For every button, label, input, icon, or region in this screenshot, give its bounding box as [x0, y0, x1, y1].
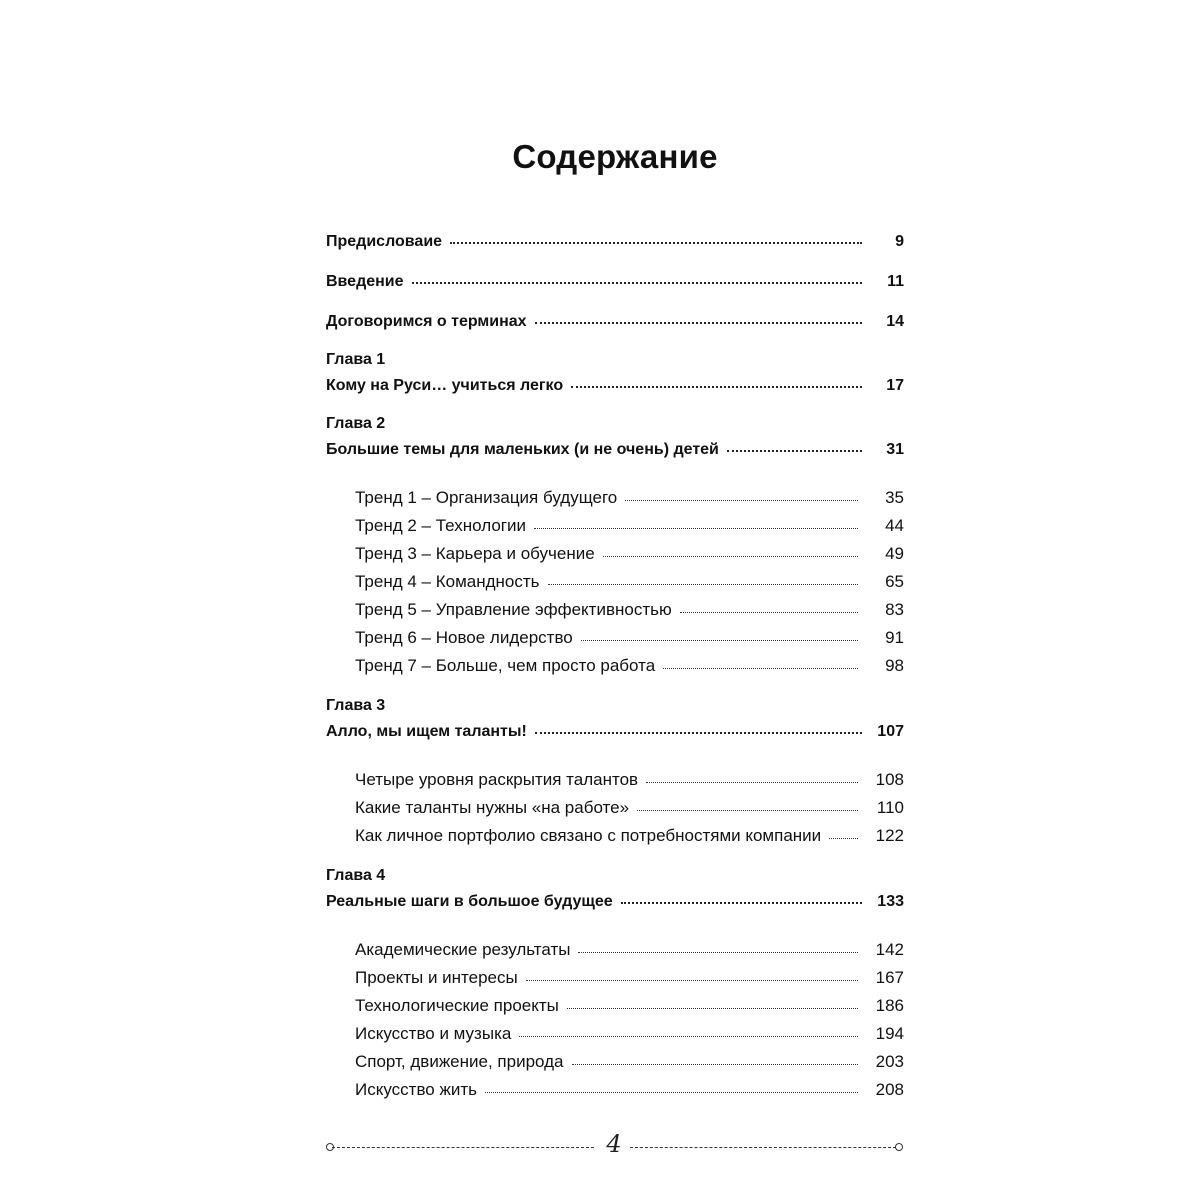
dot-leader: [548, 582, 858, 585]
dot-leader: [485, 1090, 858, 1093]
dot-leader: [637, 808, 858, 811]
section-label: Тренд 1 – Организация будущего: [355, 488, 618, 507]
section-label: Тренд 4 – Командность: [355, 572, 540, 591]
section-label: Тренд 5 – Управление эффективностью: [355, 600, 672, 619]
section-label: Как личное портфолио связано с потребностями компании: [355, 826, 822, 845]
section-page: 49: [885, 544, 904, 563]
section-entry: [326, 766, 904, 794]
dot-leader: [646, 780, 858, 783]
chapter-title: Большие темы для маленьких (и не очень) детей: [326, 441, 719, 458]
section-label: Четыре уровня раскрытия талантов: [355, 770, 639, 789]
section-label: Тренд 7 – Больше, чем просто работа: [355, 656, 656, 675]
chapter-title-row: [326, 718, 904, 746]
chapter-label: Глава 3: [326, 697, 386, 714]
section-page: 98: [885, 656, 904, 675]
chapter-title-row: [326, 888, 904, 916]
section-page: 167: [875, 968, 904, 987]
section-entry: [326, 624, 904, 652]
chapter-label: Глава 1: [326, 351, 386, 368]
dot-leader: [621, 900, 862, 904]
dot-leader: [519, 1034, 858, 1037]
page-number: 4: [606, 1130, 622, 1158]
dot-leader: [567, 1006, 858, 1009]
section-entry: [326, 936, 904, 964]
section-entry: [326, 484, 904, 512]
dot-leader: [526, 978, 858, 981]
dot-leader: [727, 448, 862, 452]
dot-leader: [663, 666, 858, 669]
chapter-label: Глава 4: [326, 867, 386, 884]
section-label: Тренд 6 – Новое лидерство: [355, 628, 573, 647]
section-label: Тренд 3 – Карьера и обучение: [355, 544, 595, 563]
toc-entry-label: Договоримся о терминах: [326, 313, 527, 330]
chapter-page: 17: [886, 377, 904, 394]
section-entry: [326, 596, 904, 624]
section-page: 35: [885, 488, 904, 507]
section-entry: [326, 964, 904, 992]
chapter-title: Алло, мы ищем таланты!: [326, 723, 527, 740]
section-page: 44: [885, 516, 904, 535]
dot-leader: [535, 730, 862, 734]
section-page: 91: [885, 628, 904, 647]
dot-leader: [534, 526, 858, 529]
section-label: Технологические проекты: [355, 996, 559, 1015]
ornament-circle-icon: [895, 1143, 903, 1151]
dot-leader: [450, 240, 862, 244]
toc-entry-page: 11: [887, 273, 904, 290]
chapter-page: 107: [877, 723, 904, 740]
chapter-title-row: [326, 372, 904, 400]
chapter-title-row: [326, 436, 904, 464]
dot-leader: [680, 610, 858, 613]
dot-leader: [603, 554, 858, 557]
toc-entry-page: 9: [895, 233, 904, 250]
section-page: 110: [876, 798, 904, 817]
section-entry: [326, 794, 904, 822]
chapter-label: Глава 2: [326, 415, 386, 432]
section-page: 186: [875, 996, 904, 1015]
dot-leader: [625, 498, 858, 501]
section-page: 108: [875, 770, 904, 789]
section-entry: [326, 1048, 904, 1076]
section-entry: [326, 822, 904, 850]
toc-entry: [326, 228, 904, 256]
dot-leader: [412, 280, 862, 284]
section-label: Тренд 2 – Технологии: [355, 516, 526, 535]
section-label: Спорт, движение, природа: [355, 1052, 564, 1071]
dot-leader: [535, 320, 862, 324]
footer-rule: [630, 1147, 896, 1148]
section-label: Какие таланты нужны «на работе»: [355, 798, 630, 817]
table-of-contents: [326, 228, 904, 1104]
toc-entry-label: Предисловаие: [326, 233, 443, 250]
section-page: 83: [885, 600, 904, 619]
section-label: Искусство жить: [355, 1080, 477, 1099]
section-entry: [326, 540, 904, 568]
toc-entry-label: Введение: [326, 273, 404, 290]
section-page: 203: [875, 1052, 904, 1071]
toc-entry: [326, 308, 904, 336]
chapter-page: 133: [877, 893, 904, 910]
section-page: 208: [875, 1080, 904, 1099]
chapter-title: Кому на Руси… учиться легко: [326, 377, 564, 394]
section-label: Проекты и интересы: [355, 968, 518, 987]
section-page: 142: [875, 940, 904, 959]
dot-leader: [581, 638, 858, 641]
dot-leader: [829, 836, 858, 839]
section-page: 122: [875, 826, 904, 845]
dot-leader: [578, 950, 858, 953]
toc-entry-page: 14: [886, 313, 904, 330]
section-entry: [326, 652, 904, 680]
toc-entry: [326, 268, 904, 296]
section-entry: [326, 512, 904, 540]
page-title: Содержание: [512, 138, 718, 175]
chapter-page: 31: [886, 441, 904, 458]
chapter-title: Реальные шаги в большое будущее: [326, 893, 613, 910]
footer-rule: [332, 1147, 594, 1148]
section-entry: [326, 992, 904, 1020]
page-footer: [326, 1130, 906, 1160]
section-entry: [326, 1020, 904, 1048]
section-page: 194: [875, 1024, 904, 1043]
section-entry: [326, 1076, 904, 1104]
dot-leader: [571, 384, 862, 388]
section-label: Искусство и музыка: [355, 1024, 512, 1043]
section-page: 65: [885, 572, 904, 591]
dot-leader: [572, 1062, 859, 1065]
section-entry: [326, 568, 904, 596]
section-label: Академические результаты: [355, 940, 571, 959]
